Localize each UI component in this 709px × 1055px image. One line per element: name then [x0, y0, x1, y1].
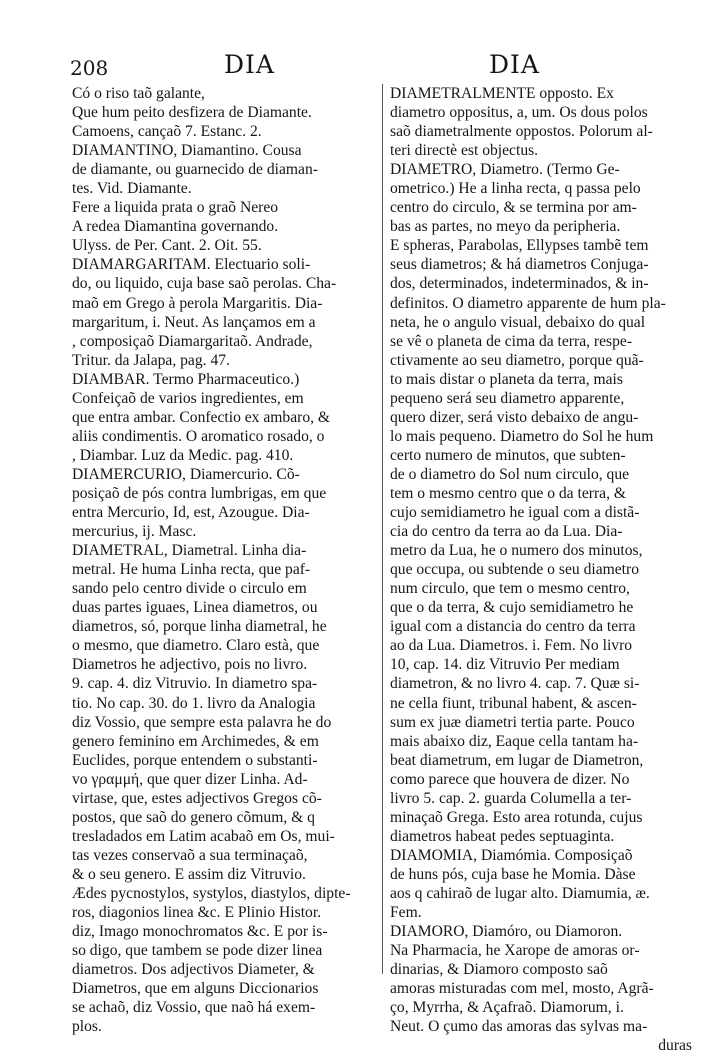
text-line: centro do circulo, & se termina por am- — [390, 199, 637, 217]
text-line: diametron, & no livro 4. cap. 7. Quæ si- — [390, 675, 640, 693]
text-line: amoras misturadas com mel, mosto, Agrã- — [390, 980, 654, 998]
text-line: diametros habeat pedes septuaginta. — [390, 827, 615, 845]
text-line: diametros. Dos adjectivos Diameter, & — [72, 961, 315, 979]
text-line: virtase, que, estes adjectivos Gregos cõ- — [72, 789, 322, 807]
catchword: duras — [658, 1037, 692, 1055]
text-line: ço, Myrrha, & Açafraõ. Diamorum, i. — [390, 999, 624, 1017]
text-line: dinarias, & Diamoro composto saõ — [390, 961, 608, 979]
text-line: cia do centro da terra ao da Lua. Dia- — [390, 523, 623, 541]
text-line: metro da Lua, he o numero dos minutos, — [390, 542, 643, 560]
text-line: bas as partes, no meyo da peripheria. — [390, 218, 621, 236]
text-line: livro 5. cap. 2. guarda Columella a ter- — [390, 789, 632, 807]
text-line: diz, Imago monochromatos &c. E por is- — [72, 923, 328, 941]
text-line: vo γραμμή, que quer dizer Linha. Ad- — [72, 770, 308, 788]
text-line: ne cella fiunt, tribunal habent, & ascen- — [390, 694, 637, 712]
text-line: diametro oppositus, a, um. Os dous polos — [390, 104, 648, 122]
text-line: Ulyss. de Per. Cant. 2. Oit. 55. — [72, 237, 262, 255]
column-divider — [382, 84, 383, 974]
text-line: se achaõ, diz Vossio, que naõ há exem- — [72, 999, 316, 1017]
text-line: diz Vossio, que sempre esta palavra he do — [72, 713, 332, 731]
text-line: do, ou liquido, cuja base saõ perolas. Cha- — [72, 275, 337, 293]
text-line: teri directè est objectus. — [390, 142, 539, 160]
text-line: de diamante, ou guarnecido de diaman- — [72, 161, 318, 179]
text-line: de o diametro do Sol num circulo, que — [390, 465, 630, 483]
text-line: como parece que houvera de dizer. No — [390, 770, 630, 788]
text-line: DIAMOMIA, Diamómia. Composiçaõ — [390, 846, 633, 864]
text-line: DIAMETRAL, Diametral. Linha dia- — [72, 542, 307, 560]
text-line: & o seu genero. E assim diz Vitruvio. — [72, 865, 306, 883]
text-line: lo mais pequeno. Diametro do Sol he hum — [390, 427, 654, 445]
text-line: diametros, só, porque linha diametral, he — [72, 618, 327, 636]
text-line: mercurius, ij. Masc. — [72, 523, 197, 541]
text-line: ros, diagonios linea &c. E Plinio Histor. — [72, 904, 322, 922]
text-line: tas vezes conservaõ a sua terminaçaõ, — [72, 846, 308, 864]
text-line: mais abaixo diz, Eaque cella tantam ha- — [390, 732, 639, 750]
text-line: A redea Diamantina governando. — [72, 218, 279, 236]
text-line: sando pelo centro divide o circulo em — [72, 580, 307, 598]
text-line: se vê o planeta de cima da terra, respe- — [390, 332, 633, 350]
text-line: cujo semidiametro he igual com a distã- — [390, 504, 640, 522]
text-line: 9. cap. 4. diz Vitruvio. In diametro spa- — [72, 675, 318, 693]
text-line: Diametros, que em alguns Diccionarios — [72, 980, 319, 998]
text-line: num circulo, que tem o mesmo centro, — [390, 580, 630, 598]
text-line: so digo, que tambem se pode dizer linea — [72, 942, 323, 960]
text-line: maõ em Grego à perola Margaritis. Dia- — [72, 294, 323, 312]
text-line: tresladados em Latim acabaõ em Os, mui- — [72, 827, 335, 845]
text-line: neta, he o angulo visual, debaixo do qual — [390, 313, 646, 331]
text-line: DIAMETRO, Diametro. (Termo Ge- — [390, 161, 620, 179]
text-line: Confeiçaõ de varios ingredientes, em — [72, 389, 304, 407]
text-line: tem o mesmo centro que o da terra, & — [390, 484, 626, 502]
text-line: ctivamente ao seu diametro, porque quã- — [390, 351, 644, 369]
text-line: , Diambar. Luz da Medic. pag. 410. — [72, 446, 294, 464]
right-running-head: DIA — [489, 50, 540, 79]
text-line: sum ex juæ diametri tertia parte. Pouco — [390, 713, 635, 731]
text-line: DIAMANTINO, Diamantino. Cousa — [72, 142, 302, 160]
text-line: genero feminino em Archimedes, & em — [72, 732, 319, 750]
text-line: entra Mercurio, Id, est, Azougue. Dia- — [72, 504, 310, 522]
text-line: Ædes pycnostylos, systylos, diastylos, dipte- — [72, 884, 351, 902]
text-line: beat diametrum, em lugar de Diametron, — [390, 751, 644, 769]
text-line: ometrico.) He a linha recta, q passa pelo — [390, 180, 641, 198]
text-line: Diametros he adjectivo, pois no livro. — [72, 656, 308, 674]
text-line: postos, que saõ do genero cõmum, & q — [72, 808, 315, 826]
text-line: Neut. O çumo das amoras das sylvas ma- — [390, 1018, 648, 1036]
text-line: igual com a distancia do centro da terra — [390, 618, 636, 636]
text-line: Que hum peito desfizera de Diamante. — [72, 104, 312, 122]
text-line: to mais distar o planeta da terra, mais — [390, 370, 623, 388]
text-line: 10, cap. 14. diz Vitruvio Per mediam — [390, 656, 620, 674]
text-line: margaritum, i. Neut. As lançamos em a — [72, 313, 316, 331]
text-line: Có o riso taõ galante, — [72, 85, 205, 102]
text-line: DIAMETRALMENTE opposto. Ex — [390, 85, 614, 102]
text-line: quero dizer, será visto debaixo de angu- — [390, 408, 639, 426]
text-line: , composiçaõ Diamargaritaõ. Andrade, — [72, 332, 313, 350]
text-line: certo numero de minutos, que subten- — [390, 446, 626, 464]
text-line: dos, determinados, indeterminados, & in- — [390, 275, 649, 293]
text-line: saõ diametralmente oppostos. Polorum al- — [390, 123, 653, 141]
text-line: plos. — [72, 1018, 102, 1036]
text-line: ao da Lua. Diametros. i. Fem. No livro — [390, 637, 633, 655]
text-line: Na Pharmacia, he Xarope de amoras or- — [390, 942, 640, 960]
text-line: duas partes iguaes, Linea diametros, ou — [72, 599, 318, 617]
text-line: DIAMORO, Diamóro, ou Diamoron. — [390, 923, 623, 941]
text-line: tio. No cap. 30. do 1. livro da Analogia — [72, 694, 316, 712]
left-column — [72, 84, 376, 1036]
text-line: definitos. O diametro apparente de hum pla- — [390, 294, 666, 312]
text-line: que o da terra, & cujo semidiametro he — [390, 599, 634, 617]
text-line: minaçaõ Grega. Esto area rotunda, cujus — [390, 808, 643, 826]
text-line: aos q cahiraõ de lugar alto. Diamumia, æ. — [390, 884, 650, 902]
text-line: Euclides, porque entendem o substanti- — [72, 751, 318, 769]
text-line: Camoens, cançaõ 7. Estanc. 2. — [72, 123, 262, 141]
text-line: Fem. — [390, 904, 422, 922]
left-running-head: DIA — [224, 50, 275, 79]
text-line: Tritur. da Jalapa, pag. 47. — [72, 351, 230, 369]
text-line: posiçaõ de pós contra lumbrigas, em que — [72, 484, 327, 502]
text-line: o mesmo, que diametro. Claro està, que — [72, 637, 320, 655]
text-line: DIAMARGARITAM. Electuario soli- — [72, 256, 311, 274]
text-line: DIAMERCURIO, Diamercurio. Cõ- — [72, 465, 300, 483]
right-column — [390, 84, 692, 1055]
text-line: que occupa, ou subtende o seu diametro — [390, 561, 639, 579]
text-line: pequeno será seu diametro apparente, — [390, 389, 625, 407]
text-line: Fere a liquida prata o graõ Nereo — [72, 199, 279, 217]
text-line: aliis condimentis. O aromatico rosado, o — [72, 427, 325, 445]
text-line: que entra ambar. Confectio ex ambaro, & — [72, 408, 331, 426]
page-number: 208 — [70, 56, 109, 80]
text-line: E spheras, Parabolas, Ellypses tambẽ tem — [390, 237, 649, 255]
text-line: DIAMBAR. Termo Pharmaceutico.) — [72, 370, 300, 388]
text-line: tes. Vid. Diamante. — [72, 180, 192, 198]
text-line: de huns pós, cuja base he Momia. Dàse — [390, 865, 636, 883]
text-line: seus diametros; & há diametros Conjuga- — [390, 256, 649, 274]
text-line: metral. He huma Linha recta, que paf- — [72, 561, 311, 579]
